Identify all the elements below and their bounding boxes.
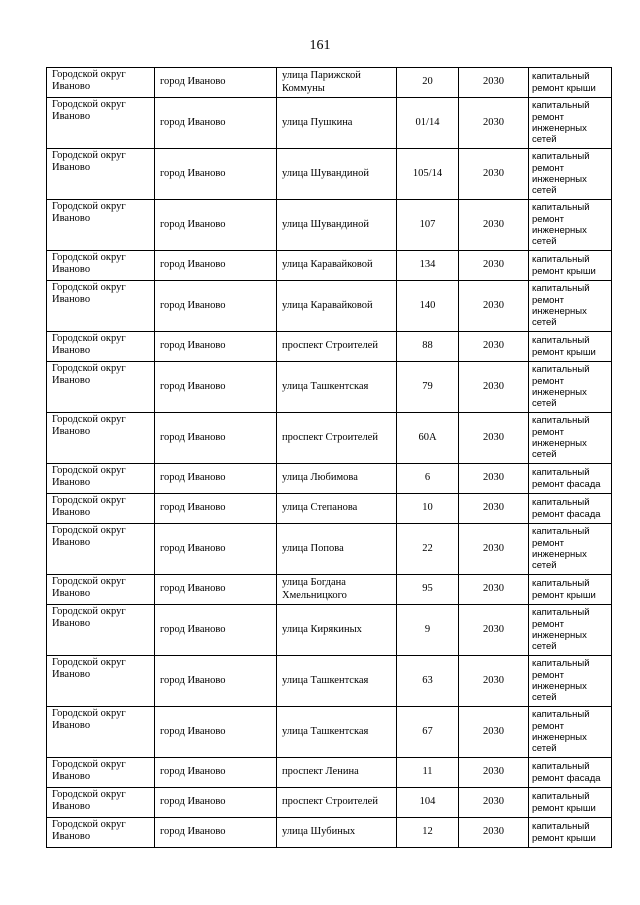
house-cell: 88	[397, 332, 459, 362]
table-row	[47, 788, 612, 818]
year-cell: 2030	[459, 98, 529, 149]
house-cell: 63	[397, 656, 459, 707]
work-type-cell: капитальный ремонт фасада	[529, 464, 612, 494]
street-cell: улица Любимова	[277, 464, 397, 494]
year-cell: 2030	[459, 362, 529, 413]
table-row	[47, 605, 612, 656]
table-row	[47, 494, 612, 524]
street-cell: улица Шувандиной	[277, 149, 397, 200]
repair-schedule-table	[46, 67, 612, 848]
work-type-cell: капитальный ремонт инженерных сетей	[529, 362, 612, 413]
house-cell: 104	[397, 788, 459, 818]
table-row	[47, 281, 612, 332]
table-row	[47, 149, 612, 200]
settlement-cell: город Иваново	[155, 707, 277, 758]
settlement-cell: город Иваново	[155, 575, 277, 605]
street-cell: улица Каравайковой	[277, 281, 397, 332]
year-cell: 2030	[459, 68, 529, 98]
work-type-cell: капитальный ремонт инженерных сетей	[529, 707, 612, 758]
year-cell: 2030	[459, 464, 529, 494]
year-cell: 2030	[459, 818, 529, 848]
house-cell: 67	[397, 707, 459, 758]
street-cell: улица Кирякиных	[277, 605, 397, 656]
street-cell: проспект Строителей	[277, 788, 397, 818]
work-type-cell: капитальный ремонт фасада	[529, 758, 612, 788]
settlement-cell: город Иваново	[155, 200, 277, 251]
table-row	[47, 575, 612, 605]
street-cell: улица Шубиных	[277, 818, 397, 848]
table-row	[47, 524, 612, 575]
municipality-cell: Городской округ Иваново	[47, 200, 155, 251]
work-type-cell: капитальный ремонт фасада	[529, 494, 612, 524]
work-type-cell: капитальный ремонт инженерных сетей	[529, 281, 612, 332]
work-type-cell: капитальный ремонт крыши	[529, 818, 612, 848]
work-type-cell: капитальный ремонт крыши	[529, 788, 612, 818]
house-cell: 11	[397, 758, 459, 788]
house-cell: 79	[397, 362, 459, 413]
year-cell: 2030	[459, 251, 529, 281]
street-cell: улица Парижской Коммуны	[277, 68, 397, 98]
house-cell: 60А	[397, 413, 459, 464]
year-cell: 2030	[459, 494, 529, 524]
table-row	[47, 362, 612, 413]
street-cell: улица Богдана Хмельницкого	[277, 575, 397, 605]
work-type-cell: капитальный ремонт инженерных сетей	[529, 98, 612, 149]
table-row	[47, 656, 612, 707]
table-row	[47, 758, 612, 788]
street-cell: улица Ташкентская	[277, 707, 397, 758]
settlement-cell: город Иваново	[155, 413, 277, 464]
year-cell: 2030	[459, 281, 529, 332]
house-cell: 95	[397, 575, 459, 605]
municipality-cell: Городской округ Иваново	[47, 524, 155, 575]
settlement-cell: город Иваново	[155, 362, 277, 413]
settlement-cell: город Иваново	[155, 524, 277, 575]
municipality-cell: Городской округ Иваново	[47, 251, 155, 281]
municipality-cell: Городской округ Иваново	[47, 788, 155, 818]
municipality-cell: Городской округ Иваново	[47, 464, 155, 494]
municipality-cell: Городской округ Иваново	[47, 818, 155, 848]
settlement-cell: город Иваново	[155, 98, 277, 149]
house-cell: 01/14	[397, 98, 459, 149]
street-cell: улица Пушкина	[277, 98, 397, 149]
street-cell: улица Шувандиной	[277, 200, 397, 251]
house-cell: 9	[397, 605, 459, 656]
table-row	[47, 818, 612, 848]
house-cell: 22	[397, 524, 459, 575]
municipality-cell: Городской округ Иваново	[47, 98, 155, 149]
table-row	[47, 68, 612, 98]
street-cell: улица Ташкентская	[277, 362, 397, 413]
year-cell: 2030	[459, 605, 529, 656]
municipality-cell: Городской округ Иваново	[47, 494, 155, 524]
year-cell: 2030	[459, 200, 529, 251]
municipality-cell: Городской округ Иваново	[47, 149, 155, 200]
street-cell: проспект Ленина	[277, 758, 397, 788]
settlement-cell: город Иваново	[155, 605, 277, 656]
settlement-cell: город Иваново	[155, 494, 277, 524]
settlement-cell: город Иваново	[155, 464, 277, 494]
table-row	[47, 413, 612, 464]
work-type-cell: капитальный ремонт инженерных сетей	[529, 200, 612, 251]
work-type-cell: капитальный ремонт крыши	[529, 332, 612, 362]
municipality-cell: Городской округ Иваново	[47, 332, 155, 362]
table-row	[47, 464, 612, 494]
street-cell: улица Степанова	[277, 494, 397, 524]
street-cell: проспект Строителей	[277, 413, 397, 464]
municipality-cell: Городской округ Иваново	[47, 707, 155, 758]
municipality-cell: Городской округ Иваново	[47, 362, 155, 413]
street-cell: улица Попова	[277, 524, 397, 575]
work-type-cell: капитальный ремонт крыши	[529, 575, 612, 605]
street-cell: проспект Строителей	[277, 332, 397, 362]
municipality-cell: Городской округ Иваново	[47, 413, 155, 464]
settlement-cell: город Иваново	[155, 656, 277, 707]
page-number: 161	[309, 38, 331, 53]
settlement-cell: город Иваново	[155, 251, 277, 281]
municipality-cell: Городской округ Иваново	[47, 758, 155, 788]
work-type-cell: капитальный ремонт инженерных сетей	[529, 413, 612, 464]
table-row	[47, 200, 612, 251]
house-cell: 20	[397, 68, 459, 98]
year-cell: 2030	[459, 524, 529, 575]
settlement-cell: город Иваново	[155, 281, 277, 332]
year-cell: 2030	[459, 413, 529, 464]
house-cell: 10	[397, 494, 459, 524]
year-cell: 2030	[459, 149, 529, 200]
house-cell: 105/14	[397, 149, 459, 200]
table-row	[47, 98, 612, 149]
settlement-cell: город Иваново	[155, 68, 277, 98]
house-cell: 134	[397, 251, 459, 281]
municipality-cell: Городской округ Иваново	[47, 281, 155, 332]
year-cell: 2030	[459, 656, 529, 707]
table-row	[47, 251, 612, 281]
municipality-cell: Городской округ Иваново	[47, 575, 155, 605]
municipality-cell: Городской округ Иваново	[47, 605, 155, 656]
settlement-cell: город Иваново	[155, 758, 277, 788]
year-cell: 2030	[459, 332, 529, 362]
year-cell: 2030	[459, 707, 529, 758]
year-cell: 2030	[459, 758, 529, 788]
house-cell: 6	[397, 464, 459, 494]
house-cell: 12	[397, 818, 459, 848]
table-row	[47, 707, 612, 758]
work-type-cell: капитальный ремонт инженерных сетей	[529, 605, 612, 656]
work-type-cell: капитальный ремонт крыши	[529, 68, 612, 98]
municipality-cell: Городской округ Иваново	[47, 656, 155, 707]
work-type-cell: капитальный ремонт инженерных сетей	[529, 656, 612, 707]
year-cell: 2030	[459, 575, 529, 605]
work-type-cell: капитальный ремонт крыши	[529, 251, 612, 281]
settlement-cell: город Иваново	[155, 332, 277, 362]
year-cell: 2030	[459, 788, 529, 818]
street-cell: улица Каравайковой	[277, 251, 397, 281]
house-cell: 107	[397, 200, 459, 251]
settlement-cell: город Иваново	[155, 818, 277, 848]
settlement-cell: город Иваново	[155, 788, 277, 818]
work-type-cell: капитальный ремонт инженерных сетей	[529, 524, 612, 575]
settlement-cell: город Иваново	[155, 149, 277, 200]
table-row	[47, 332, 612, 362]
house-cell: 140	[397, 281, 459, 332]
street-cell: улица Ташкентская	[277, 656, 397, 707]
work-type-cell: капитальный ремонт инженерных сетей	[529, 149, 612, 200]
municipality-cell: Городской округ Иваново	[47, 68, 155, 98]
